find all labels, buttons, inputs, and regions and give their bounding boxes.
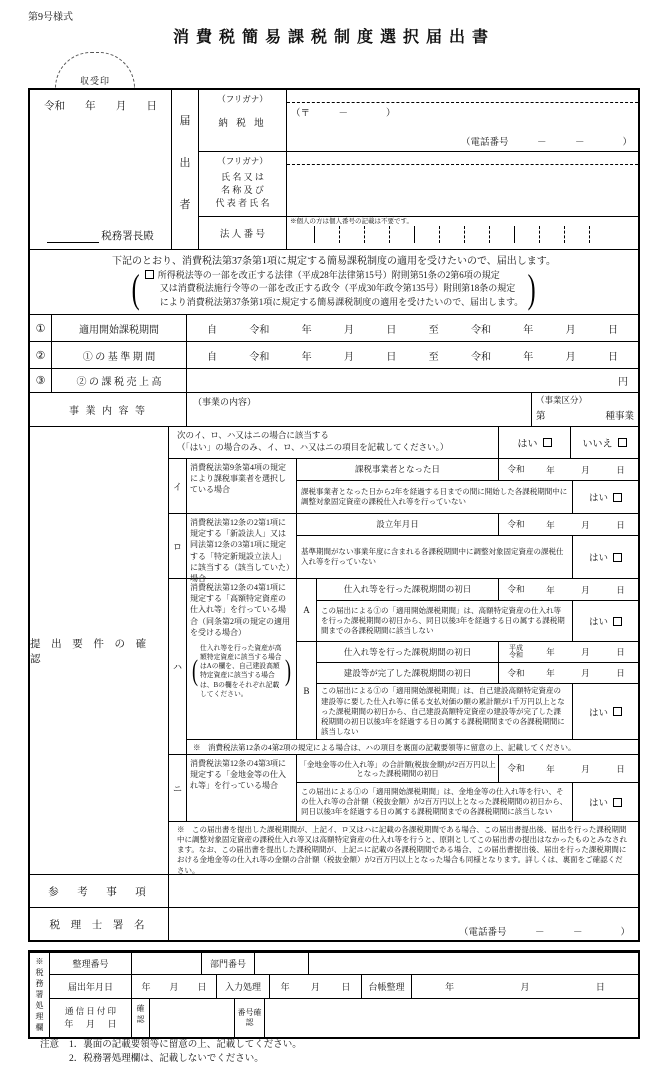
kakunin-input xyxy=(150,999,235,1037)
bumon-bango-label: 部門番号 xyxy=(202,953,255,974)
business-category-cell[interactable]: （事業区分） 第 種事業 xyxy=(531,393,638,426)
tsushin-label: 通 信 日 付 印 xyxy=(64,1005,116,1016)
tax-office-line xyxy=(30,228,171,249)
digit-cell[interactable] xyxy=(289,226,314,243)
case-ro-date-row[interactable]: 設立年月日 令和 年 月 日 xyxy=(297,514,638,536)
postal-code-input[interactable]: （〒 － ） xyxy=(291,109,396,119)
digit-cell[interactable] xyxy=(589,226,614,243)
individual-number-note: ※個人の方は個人番号の記載は不要です。 xyxy=(290,218,413,225)
name-input[interactable] xyxy=(287,165,638,216)
period-row-1 xyxy=(30,315,638,342)
corporate-number-row xyxy=(199,217,638,249)
case-ha-b-date-row-1[interactable]: 仕入れ等を行った課税期間の初日 平成 令和 年 月 日 xyxy=(317,642,638,663)
requirements-no-checkbox[interactable] xyxy=(618,438,627,447)
era-label: 令和 xyxy=(44,101,65,112)
month-label: 月 xyxy=(115,101,127,112)
reference-input[interactable] xyxy=(169,875,638,907)
nyuryoku-date-input: 年 月 日 xyxy=(270,975,362,998)
year-label: 年 xyxy=(85,101,96,112)
submission-date-cell xyxy=(30,90,172,249)
bango-kakunin-input xyxy=(265,999,638,1037)
tax-address-content xyxy=(287,90,638,151)
daicho-date-input: 年 月 日 xyxy=(445,982,605,992)
requirements-body xyxy=(169,427,638,874)
case-ha-a-block xyxy=(297,579,638,642)
case-ha-b-letter: B xyxy=(297,642,317,739)
tax-address-row xyxy=(199,90,638,152)
period-1-date-input[interactable]: 自 令和 年 月 日 至 令和 年 月 日 xyxy=(207,324,618,336)
corporate-number-grid[interactable] xyxy=(289,226,638,243)
business-content-label: （事業の内容） xyxy=(193,397,257,407)
day-label: 日 xyxy=(146,101,157,112)
case-ni-letter: ニ xyxy=(169,755,187,821)
case-ha-a-condition-row: この届出による①の「適用開始課税期間」は、高額特定資産の仕入れ等を行った課税期間の初日から、同日以後3年を経過する日の属する課税期間までの各課税期間に該当しない はい xyxy=(317,601,638,641)
name-row xyxy=(199,152,638,217)
case-ha-letter: ハ xyxy=(169,579,187,754)
open-paren: ( xyxy=(132,266,141,311)
case-ha-ab xyxy=(297,579,638,739)
office-processing-box xyxy=(28,950,640,1039)
kakunin-label: 確認 xyxy=(136,1004,145,1024)
main-form-box xyxy=(28,88,640,942)
name-content xyxy=(287,152,638,216)
tsushin-date-input: 年 月 日 xyxy=(64,1018,117,1029)
requirements-header-row xyxy=(169,427,638,459)
business-row xyxy=(30,393,638,427)
case-ha-main xyxy=(187,579,638,740)
requirements-yes-cell: はい xyxy=(499,427,571,458)
corporate-number-content xyxy=(287,217,638,249)
case-ha-content xyxy=(187,579,638,754)
taxable-sales-label: ② の 課 税 売 上 高 xyxy=(52,369,187,392)
digit-cell[interactable] xyxy=(564,226,589,243)
name-label-cell xyxy=(199,152,287,216)
submission-date-row[interactable] xyxy=(30,90,171,113)
caution-lines: 1．裏面の記載要領等に留意の上、記載してください。 2．税務署処理欄は、記載しないでください。 xyxy=(69,1040,302,1065)
case-ni-label: 消費税法第12条の4第3項に規定する「金地金等の仕入れ等」を行っている場合 xyxy=(187,755,297,821)
name-label: 氏 名 又 は 名 称 及 び 代 表 者 氏 名 xyxy=(215,172,270,209)
case-i-condition-row: 課税事業者となった日から2年を経過する日までの間に開始した各課税期間中に調整対象固定資産の課税仕入れ等を行っていない はい xyxy=(297,481,638,513)
case-ha-a-yes-checkbox[interactable] xyxy=(613,617,622,626)
furigana-label: （フリガナ） xyxy=(217,156,268,166)
close-paren: ) xyxy=(527,266,536,311)
digit-cell[interactable] xyxy=(314,226,339,243)
submitter-column xyxy=(172,90,199,249)
business-category-label: （事業区分） xyxy=(536,395,588,405)
office-row-2 xyxy=(50,975,638,999)
case-ha-row xyxy=(169,579,638,755)
case-ni-row xyxy=(169,755,638,822)
digit-cell[interactable] xyxy=(489,226,514,243)
zeirishi-signature-input[interactable] xyxy=(169,908,638,940)
case-i-letter: イ xyxy=(169,459,187,513)
seiri-bango-label: 整理番号 xyxy=(50,953,132,974)
taxable-sales-input[interactable] xyxy=(187,369,638,392)
receipt-stamp-label: 収受印 xyxy=(79,76,110,86)
furigana-label: （フリガナ） xyxy=(217,94,268,104)
tax-office-name-input[interactable] xyxy=(47,232,99,243)
tax-address-label: 納 税 地 xyxy=(218,119,267,129)
office-processing-body xyxy=(50,953,638,1037)
period-2-label: ① の 基 準 期 間 xyxy=(52,342,187,368)
requirements-yes-checkbox[interactable] xyxy=(543,438,552,447)
requirements-no-cell: いいえ xyxy=(571,427,638,458)
case-ro-letter: ロ xyxy=(169,514,187,578)
case-ha-footnote: ※ 消費税法第12条の4第2項の規定による場合は、ハの項目を裏面の記載要領等に留意の上、記載してください。 xyxy=(193,742,576,752)
requirements-header-text: 次のイ、ロ、ハ又はニの場合に該当する （「はい」の場合のみ、イ、ロ、ハ又はニの項目を記載してください。） xyxy=(169,427,499,458)
caution-label: 注意 xyxy=(40,1040,60,1050)
digit-cell[interactable] xyxy=(364,226,389,243)
zeirishi-label: 税 理 士 署 名 xyxy=(30,908,169,940)
tax-office-suffix: 税務署長殿 xyxy=(101,231,154,242)
office-row-3 xyxy=(50,999,638,1037)
case-ni-date-row[interactable]: 「金地金等の仕入れ等」の合計額(税抜金額)が2百万円以上となった課税期間の初日 令和 年 月 日 xyxy=(297,755,638,783)
case-ha-label: 消費税法第12条の4第1項に規定する「高額特定資産の仕入れ等」を行っている場合（同条第2項の規定の適用を受ける場合） xyxy=(190,583,290,637)
office-row-1 xyxy=(50,953,638,975)
business-content-input[interactable] xyxy=(187,393,531,426)
case-ha-a-letter: A xyxy=(297,579,317,641)
case-ro-yes-checkbox[interactable] xyxy=(613,553,622,562)
digit-cell[interactable] xyxy=(514,226,539,243)
submitter-label: 届出者 xyxy=(179,115,191,211)
period-row-3 xyxy=(30,369,638,393)
declaration-checkbox[interactable] xyxy=(145,270,154,279)
reference-row xyxy=(30,874,638,908)
requirements-footnote: ※ この届出書を提出した課税期間が、上記イ、ロ又はハに記載の各課税期間である場合、この届出書提出後、届出を行った課税期間中に調整対象固定資産の課税仕入れ等又は高額特定資産の仕入れ等を行うと、原則としてこの届出書の提出はなかったものとみなされます。なお、この届出書を提出した課税期間が、上記ニに記載の各課税期間である場合、この届出書提出後、届出を行った課税期間における金地金等の仕入れ等の金額の合計額（税抜金額）が2百万円以上となった場合も同様となります。詳しくは、裏面をご確認ください。 xyxy=(177,825,627,875)
bango-kakunin-label: 番号確認 xyxy=(235,999,265,1037)
receipt-stamp-area xyxy=(55,52,135,88)
case-i-content xyxy=(297,459,638,513)
office-row-1-blank xyxy=(309,953,638,974)
applicant-section xyxy=(30,90,638,250)
case-i-date-row[interactable]: 課税事業者となった日 令和 年 月 日 xyxy=(297,459,638,481)
case-ha-b-yes-checkbox[interactable] xyxy=(613,707,622,716)
period-2-date-input[interactable]: 自 令和 年 月 日 至 令和 年 月 日 xyxy=(207,351,618,363)
case-i-yes-checkbox[interactable] xyxy=(613,493,622,502)
todokede-date-input: 年 月 日 xyxy=(132,975,217,998)
row-number: ③ xyxy=(30,369,52,392)
tsushin-cell xyxy=(50,999,132,1037)
row-number: ① xyxy=(30,315,52,341)
declaration-lines: 所得税法等の一部を改正する法律（平成28年法律第15号）附則第51条の2第6項の規定 又は消費税法施行令等の一部を改正する政令（平成30年政令第135号）附則第18条の規定 により消費税法第37条第1項に規定する簡易課税制度の適用を受けたいので、届出します。 xyxy=(145,269,524,308)
declaration-bracket xyxy=(30,267,638,311)
zeirishi-row xyxy=(30,908,638,940)
period-row-2 xyxy=(30,342,638,369)
case-ha-note: ( 仕入れ等を行った資産が高額特定資産に該当する場合はAの欄を、自己建設高額特定資産に該当する場合は、Bの欄をそれぞれ記載してください。 ) xyxy=(192,644,291,698)
nyuryoku-label: 入力処理 xyxy=(217,975,270,998)
form-title: 消費税簡易課税制度選択届出書 xyxy=(172,29,495,46)
applicant-fields xyxy=(199,90,638,249)
case-ro-row xyxy=(169,514,638,583)
case-ro-label: 消費税法第12条の2第1項に規定する「新設法人」又は同法第12条の3第1項に規定する「特定新規設立法人」に該当する（該当していた）場合 xyxy=(187,514,297,578)
case-ro-content xyxy=(297,514,638,578)
digit-cell[interactable] xyxy=(389,226,414,243)
office-processing-label: ※税務署処理欄 xyxy=(35,957,44,1032)
digit-cell[interactable] xyxy=(414,226,439,243)
case-ni-content xyxy=(297,755,638,821)
tax-address-label-cell xyxy=(199,90,287,151)
case-ro-condition-row: 基準期間がない事業年度に含まれる各課税期間中に調整対象固定資産の課税仕入れ等を行っていない はい xyxy=(297,536,638,578)
period-1-label: 適用開始課税期間 xyxy=(52,315,187,341)
seiri-bango-input xyxy=(132,953,202,974)
case-ha-a-date-row[interactable]: 仕入れ等を行った課税期間の初日 令和 年 月 日 xyxy=(317,579,638,601)
declaration-section xyxy=(30,250,638,315)
business-label: 事 業 内 容 等 xyxy=(30,393,187,426)
requirements-section xyxy=(30,427,638,874)
caution-notes xyxy=(40,1038,302,1067)
tax-address-furigana-input[interactable] xyxy=(287,90,638,103)
kakunin-cell xyxy=(132,999,150,1037)
declaration-main: 下記のとおり、消費税法第37条第1項に規定する簡易課税制度の適用を受けたいので、届出します。 xyxy=(112,256,556,267)
row-number: ② xyxy=(30,342,52,368)
reference-label: 参 考 事 項 xyxy=(30,875,169,907)
digit-cell[interactable] xyxy=(339,226,364,243)
digit-cell[interactable] xyxy=(464,226,489,243)
case-i-row xyxy=(169,459,638,514)
yen-unit: 円 xyxy=(618,377,628,388)
corporate-number-label: 法 人 番 号 xyxy=(199,217,287,249)
zeirishi-phone-input[interactable]: （電話番号 － － ） xyxy=(458,928,630,938)
case-ha-b-block xyxy=(297,642,638,739)
requirements-label: 提 出 要 件 の 確 認 xyxy=(30,427,169,874)
daicho-label: 台帳整理 xyxy=(362,975,412,998)
todokede-date-label: 届出年月日 xyxy=(50,975,132,998)
form-number: 第9号様式 xyxy=(28,12,73,23)
bumon-bango-input xyxy=(255,953,309,974)
digit-cell[interactable] xyxy=(539,226,564,243)
case-ni-condition-row: この届出による①の「適用開始課税期間」は、金地金等の仕入れ等を行い、その仕入れ等の合計額（税抜金額）が2百万円以上となった課税期間の初日から、同日以後3年を経過する日の属する課税期間までの各課税期間に該当しない はい xyxy=(297,783,638,821)
case-i-label: 消費税法第9条第4項の規定により課税事業者を選択している場合 xyxy=(187,459,297,513)
case-ni-yes-checkbox[interactable] xyxy=(613,798,622,807)
name-furigana-input[interactable] xyxy=(287,152,638,165)
digit-cell[interactable] xyxy=(439,226,464,243)
case-ha-b-date-row-2[interactable]: 建設等が完了した課税期間の初日 令和 年 月 日 xyxy=(317,663,638,684)
case-ha-label-cell xyxy=(187,579,297,739)
office-processing-label-cell xyxy=(30,953,50,1037)
phone-number-input[interactable]: （電話番号 － － ） xyxy=(460,138,632,148)
case-ha-b-condition-row: この届出による①の「適用開始課税期間」は、自己建設高額特定資産の建設等に要した仕入れ等に係る支払対価の額の累計額が1千万円以上となった課税期間の初日から、自己建設高額特定資産の建設等が完了した課税期間の初日以後3年を経過する日の属する課税期間までの各課税期間に該当しない はい xyxy=(317,684,638,739)
